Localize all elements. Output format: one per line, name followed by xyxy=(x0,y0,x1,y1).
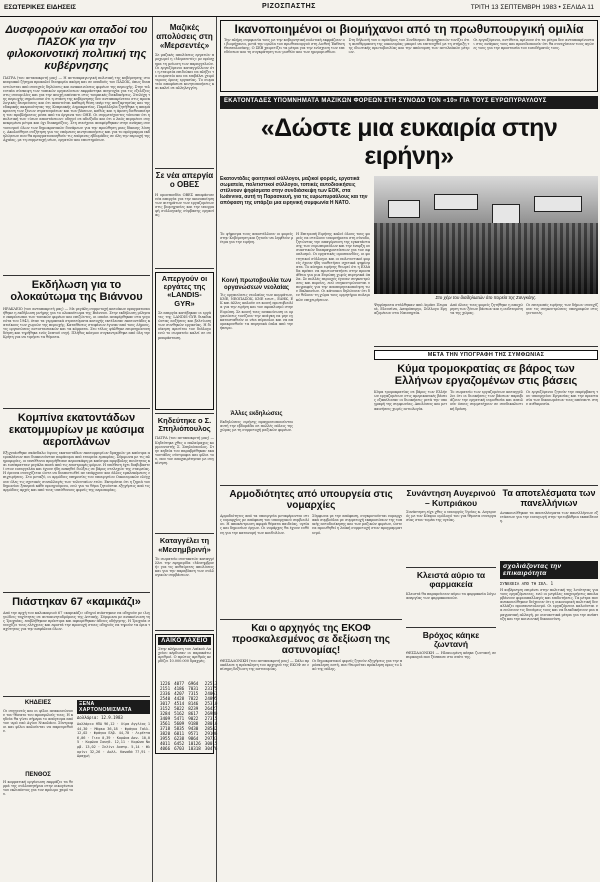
headline-industrialists: Ικανοποιημένοι οι βιομήχανοι από τη πρωθυπουργική ομιλία xyxy=(234,22,584,36)
lottery-cell: 4077 xyxy=(174,680,185,686)
headline-exams: Τα αποτελέσματα των πανελλήνιων xyxy=(502,488,596,509)
lottery-cell: 6011 xyxy=(174,730,185,736)
date-page: ΤΡΙΤΗ 13 ΣΕΠΤΕΜΒΡΗ 1983 • ΣΕΛΙΔΑ 11 xyxy=(470,4,594,11)
lottery-cell: 25310 xyxy=(204,700,218,706)
lottery-row xyxy=(158,746,219,751)
lottery-cell: 3561 xyxy=(160,720,171,726)
lottery-cell: 1226 xyxy=(160,680,171,686)
fx-title: ΞΕΝΑ ΧΑΡΤΟΝΟΜΙΣΜΑΤΑ xyxy=(77,700,150,714)
lottery-cell: 3284 xyxy=(160,710,171,716)
youth-initiative-title: Κοινή πρωτοβουλία των οργανώσεων νεολαίας xyxy=(221,278,292,291)
lottery-cell: 5471 xyxy=(174,715,185,721)
headline-fuel-scam: Κομπίνα εκατοντάδων εκατομμυρίων με καύσιμα αεροπλάνων xyxy=(8,411,145,448)
lottery-cell: 4514 xyxy=(174,700,185,706)
lottery-cell: 8239 xyxy=(188,705,199,711)
lottery-cell: 24061 xyxy=(204,690,218,696)
headline-ekof: Και ο αρχηγός της ΕΚΟΦ προσκαλεσμένος σε δεξίωση της αστυνομίας! xyxy=(232,623,390,657)
main-headline: «Δώστε μια ευκαιρία στην ειρήνη» xyxy=(260,114,558,170)
headline-pharmacies: Κλειστά αύριο τα φαρμακεία xyxy=(416,569,486,590)
column-continued: ΣΥΝΕΧΕΙΑ ΑΠΟ ΤΗ ΣΕΛ. 1 xyxy=(500,580,553,586)
headline-mercedes: Μαζικές απολύσεις στη «Μερσεντές» xyxy=(156,23,213,50)
lottery-cell: 10126 xyxy=(188,740,201,746)
headline-landis: Απεργούν οι εργάτες της «LANDIS-GYR» xyxy=(161,273,208,308)
fx-date: Δολλάρια: 12.9.1983 xyxy=(77,714,123,720)
headline-burned: Βρόχος κάηκε ζωντανή xyxy=(422,629,480,649)
lottery-cell: 4066 xyxy=(160,745,171,751)
lottery-cell: 7031 xyxy=(188,685,199,691)
lottery-cell: 10318 xyxy=(188,745,201,751)
page-header xyxy=(0,0,600,17)
lottery-cell: 9430 xyxy=(188,725,199,731)
headline-prefectures: Αρμοδιότητες από υπουργεία στις νομαρχίες xyxy=(229,489,393,512)
lottery-table xyxy=(158,681,219,751)
body-text: ΠΑΤΡΑ (του ανταποκριτή μας) — Η αντιπαραγωγική πολιτική της κυβέρνησης στο κυπριακό ζήτημα προκαλεί δυσφορία ακόμη και σε οπαδούς του ΠΑΣΟΚ, όπως διαπιστώνεται από συνεχείς δηλώσεις και ανακοινώσεις φορέων της περιοχής. Στην τελευταία σύσκεψη των τοπικών οργανώσεων εκφράστηκε ανησυχία για τις εξελίξεις στις συνομιλίες και για την ανοχή απέναντι στις τουρκικές διεκδικήσεις. Στελέχη της περιοχής σημείωσαν ότι η στάση της κυβέρνησης δεν ανταποκρίνεται στις προεκλογικές δεσμεύσεις και ότι απαιτείται καθαρή θέση υπέρ της ανεξαρτησίας και της εδαφικής ακεραιότητας της Κυπριακής Δημοκρατίας. Παράλληλα ζητήθηκε η απομάκρυνση των ξένων στρατευμάτων και των βάσεων, καθώς και η άμεση διεθνοποίηση του προβλήματος μέσα από τα όργανα του ΟΗΕ. Οι συμμετέχοντες τόνισαν ότι η πολιτική των «ίσων αποστάσεων» οδηγεί σε αδιέξοδο και ότι ο λαός περιμένει συγκεκριμένα μέτρα και όχι διακηρύξεις. Στη συνέχεια αναφέρθηκαν στην ανάγκη συντονισμού όλων των δημοκρατικών δυνάμεων για την προώθηση μιας δίκαιης λύσης. Ακολούθησε συζήτηση για τις επόμενες κινητοποιήσεις και για το πρόγραμμα εκδηλώσεων που θα πραγματοποιηθούν τις επόμενες εβδομάδες σε όλη την περιοχή της Αχαΐας, με τη συμμετοχή νέων, εργατών και επιστημόνων. xyxy=(3,76,150,142)
lottery-cell: 2540 xyxy=(160,695,171,701)
lottery-cell: 5835 xyxy=(174,725,185,731)
center-column: Μαζικές απολύσεις στη «Μερσεντές» Σε μαζικές απολύσεις εργατών προχωρεί η «Μερσεντές» με πρόσχημα τη μείωση των παραγγελιών. Οι εργαζόμενοι καταγγέλλουν ότι η εταιρεία επιδιώκει να πλήξει το σωματείο και να επιβάλει χειρότερους όρους εργασίας. Το σωματείο αποφάσισε κινητοποιήσεις και καλεί σε αλληλεγγύη. Σε νέα απεργία ο ΟΒΕΣ Η ομοσπονδία ΟΒΕΣ αποφάσισε νέα απεργία για την ικανοποίηση των αιτημάτων των εργαζομένων στις βιομηχανίες και την υπογραφή συλλογικής σύμβασης εργασίας. Απεργούν οι εργάτες της «LANDIS-GYR» Σε απεργία κατέβηκαν οι εργάτες της LANDIS-GYR διεκδικώντας αυξήσεις και βελτίωση των συνθηκών εργασίας. Η διοίκηση αρνείται τον διάλογο ενώ το σωματείο καλεί σε συμπαράσταση. Κηδεύτηκε ο Σ. Σπηλιόπουλος ΠΑΤΡΑ (του ανταποκριτή μας) — Κηδεύτηκε χθες ο παλαίμαχος κομμουνιστής Σ. Σπηλιόπουλος. Στην κηδεία του παραβρέθηκαν εκατοντάδες σύντροφοι και φίλοι του, που τον αποχαιρέτησαν με συγκίνηση. Καταγγέλει τη «Μεσημβρινή» Το σωματείο συντακτών καταγγέλλει την εφημερίδα «Μεσημβρινή» για τις αυθαίρετες απολύσεις και για την παραβίαση των συλλογικών συμβάσεων. ΛΑΪΚΟ ΛΑΧΕΙΟ Στην κλήρωση του Λαϊκού Λαχείου κέρδισαν οι παρακάτω αριθμοί. Ο πρώτος αριθμός κερδίζει 10.000.000 δραχμές. 1226 4077 6964 22513 2151 4186 7031 23175 2336 4207 7315 24061 2540 4428 7822 24895 3017 4514 8146 25310 3152 5022 8239 26427 3284 5162 8617 26980 3409 5471 9022 27315 3561 5609 9188 28016 3718 5835 9430 28542 3820 6011 9571 29106 3955 6238 9864 29733 4011 6452 10126 30015 4066 6703 10318 30476 xyxy=(155,20,214,880)
lottery-cell: 3820 xyxy=(160,730,171,736)
agreement-headline: Κύμα τρομοκρατίας σε βάρος των Ελλήνων εργαζομένων στις βάσεις xyxy=(394,363,578,388)
lottery-box: ΛΑΪΚΟ ΛΑΧΕΙΟ Στην κλήρωση του Λαϊκού Λαχείου κέρδισαν οι παρακάτω αριθμοί. Ο πρώτος αριθμός κερδίζει 10.000.000 δραχμές. 1226 4077 6964 22513 2151 4186 7031 23175 2336 4207 7315 24061 2540 4428 7822 24895 3017 4514 8146 25310 3152 5022 8239 26427 3284 5162 8617 26980 3409 5471 9022 27315 3561 5609 9188 28016 3718 5835 9430 28542 3820 6011 9571 29106 3955 6238 9864 29733 4011 6452 10126 30015 4066 6703 10318 30476 xyxy=(155,634,214,754)
headline-avgerinos: Συνάντηση Αυγερινού – Κυπριάκου xyxy=(406,488,496,508)
demonstration-photo xyxy=(374,176,598,294)
lottery-cell: 9864 xyxy=(188,735,199,741)
lottery-cell: 7315 xyxy=(188,690,199,696)
lottery-cell: 22513 xyxy=(204,680,218,686)
photo-caption: Στο χέρι του διαδηλωτών ότο πορεία της Σανγκάης. xyxy=(435,295,537,300)
lottery-cell: 2151 xyxy=(160,685,171,691)
right-area: Ικανοποιημένοι οι βιομήχανοι από τη πρωθυπουργική ομιλία Την πλήρη συμφωνία τους με την κυβερνητική πολιτική εκφράζουν οι βιομήχανοι, μετά την ομιλία του πρωθυπουργού στη Διεθνή Έκθεση Θεσσαλονίκης. Ο ΣΕΒ χαιρετίζει τα μέτρα για την ενίσχυση των επενδύσεων και τη συγκράτηση των μισθών και των ημερομισθίων. Στη δήλωσή του ο πρόεδρος του Συνδέσμου Βιομηχανιών τονίζει ότι η αναθέρμανση της οικονομίας μπορεί να επιτευχθεί με τη στήριξη της ιδιωτικής πρωτοβουλίας και την απόσυρση των αντιλαϊκών μέτρων. Οι εργαζόμενοι, αντίθετα, κρίνουν ότι τα μέτρα δεν ανταποκρίνονται στις ανάγκες τους και προειδοποιούν ότι θα συνεχίσουν τους αγώνες τους για την προστασία του εισοδήματός τους. ΕΚΑΤΟΝΤΑΔΕΣ ΥΠΟΜΝΗΜΑΤΑ ΜΑΖΙΚΩΝ ΦΟΡΕΩΝ ΣΤΗ ΣΥΝΟΔΟ ΤΟΝ «10» ΓΙΑ ΤΟΥΣ ΕΥΡΩΠΥΡΑΥΛΟΥΣ «Δώστε μια ευκαιρία στην ειρήνη» Εκατοντάδες φοιτητικοί σύλλογοι, μαζικοί φορείς, εργατικά σωματεία, πολιτιστικοί σύλλογοι, τοπικές αυτοδιοικήσεις στέλνουν ψηφίσματα στην συνδιάσκεψη των ΕΟΚ, στα Ιωάννινα, αυτή τη Παρασκευή, για τις ευρωπυραύλους και την απόφαση της υπάρξει μια ειρηνική συμφωνία Η ΝΑΤΟ. Το ψήφισμα τους αποστέλλουν οι φορείς στην Κυβέρνηση και ζητούν να ληφθούν μέτρα για την ειρήνη. Κοινή πρωτοβουλία των οργανώσεων νεολαίας Τις οργανώσεις νεολαίας των κομμάτων, ΚΝΕ, ΝΕΟΠΑΣΟΚ, ΚΝΕ εσωτ., ΕΔΗΚ, ΕΚ και άλλες καλούν σε κοινή πρωτοβουλία για την ειρήνη και τον αφοπλισμό στην Ευρώπη. Σε κοινή τους ανακοίνωση οι οργανώσεις τονίζουν την ανάγκη να μην εγκατασταθούν οι νέοι πύραυλοι και να απομακρυνθούν τα πυρηνικά όπλα από την ήπειρο. Άλλες εκδηλώσεις Εκδηλώσεις ειρήνης πραγματοποιούνται αυτή την εβδομάδα σε πολλές πόλεις της χώρας με τη συμμετοχή μαζικών φορέων. Η Επιτροπή Ειρήνης καλεί όλους τους φορείς να στείλουν υπομνήματα στη σύνοδο, ζητώντας την απαγόρευση της εγκατάστασης των ευρωπυραύλων και την έναρξη ουσιαστικών διαπραγματεύσεων για τον αφοπλισμό. Οι εργατικές ομοσπονδίες, οι φοιτητικοί σύλλογοι και οι πολιτιστικοί φορείς έχουν ήδη υιοθετήσει σχετικά ψηφίσματα. Το κίνημα ειρήνης θεωρεί ότι η Ελλάδα πρέπει να πρωτοστατήσει στην προσπάθεια για μια Ευρώπη χωρίς πυρηνικά όπλα. Σε πολλές περιοχές έγιναν συγκεντρώσεις και πορείες, ενώ συγκεντρώνονται υπογραφές για την αποπυρηνικοποίηση των Βαλκανίων. Οι κάτοικοι δηλώνουν ότι δεν θέλουν τη χώρα τους ορμητήριο πολεμικών επιχειρήσεων. Στο χέρι του διαδηλωτών ότο πορεία της Σανγκάης. Ψηφίσματα στάλθηκαν από Λιμάνι Πειραιά, Ελευσίνα, Ασπρόπυργο, Σύλλογο Εργαζομένων στα Ναυπηγεία. Από όλους τους φορείς ζητήθηκε η αποχώρηση των ξένων βάσεων και η ουδετερότητα της χώρας. Οι επιτροπές ειρήνης των δήμων συνεχίζουν τις συγκεντρώσεις υπογραφών στις γειτονιές. ΜΕΤΑ ΤΗΝ ΥΠΟΓΡΑΦΗ ΤΗΣ ΣΥΜΦΩΝΙΑΣ Κύμα τρομοκρατίας σε βάρος των Ελλήνων εργαζομένων στις βάσεις Κύμα τρομοκρατίας σε βάρος των Ελλήνων εργαζομένων στις αμερικανικές βάσεις εξαπέλυσαν οι διοικήσεις μετά την υπογραφή της συμφωνίας. Απολύσεις και μετακινήσεις χωρίς αιτιολογία. Το σωματείο των εργαζομένων καταγγέλλει ότι οι διοικήσεις των βάσεων παραβιάζουν την εργατική νομοθεσία και απειλούν όσους συμμετέχουν σε συνδικαλιστική δράση. Οι εργαζόμενοι ζητούν την παρέμβαση του υπουργείου Εργασίας και την προστασία των δικαιωμάτων τους απέναντι στην αυθαιρεσία. Αρμοδιότητες από υπουργεία στις νομαρχίες Αρμοδιότητες από τα υπουργεία μεταφέρονται στις νομαρχίες με απόφαση του υπουργικού συμβουλίου. Η αποκέντρωση αφορά θέματα παιδείας, υγείας και δημοσίων έργων. Οι νομάρχες θα έχουν ευθύνη για την κατανομή των κονδυλίων. Σύμφωνα με την απόφαση, συγκροτούνται νομαρχιακά συμβούλια με συμμετοχή εκπροσώπων της τοπικής αυτοδιοίκησης και των μαζικών φορέων, ώστε να προωθηθεί η λαϊκή συμμετοχή στον προγραμματισμό. Και ο αρχηγός της ΕΚΟΦ προσκαλεσμένος σε δεξίωση της αστυνομίας! ΘΕΣΣΑΛΟΝΙΚΗ (του ανταποκριτή μας) — Σάλο προκάλεσε η πρόσκληση του αρχηγού της ΕΚΟΦ σε επίσημη δεξίωση της αστυνομίας. Οι δημοκρατικοί φορείς ζητούν εξηγήσεις για την πρόσκληση αυτή, που θεωρείται πρόκληση προς το λαό της πόλης. Συνάντηση Αυγερινού – Κυπριάκου Συνάντηση είχε χθες ο υπουργός Υγείας κ. Αυγερινός με τον Κύπριο ομόλογό του για θέματα συνεργασίας στον τομέα της υγείας. Κλειστά αύριο τα φαρμακεία Κλειστά θα παραμείνουν αύριο τα φαρμακεία λόγω απεργίας των φαρμακοποιών. Βρόχος κάηκε ζωντανή ΘΕΣΣΑΛΟΝΙΚΗ — Ηλικιωμένη κάηκε ζωντανή σε πυρκαγιά που ξέσπασε στο σπίτι της. Τα αποτελέσματα των πανελλήνιων Ανακοινώθηκαν τα αποτελέσματα των πανελλήνιων εξετάσεων για την εισαγωγή στην τριτοβάθμια εκπαίδευση. σχολιάζοντας την επικαιρότητα ΣΥΝΕΧΕΙΑ ΑΠΟ ΤΗ ΣΕΛ. 1 Η κυβέρνηση επιμένει στην πολιτική της λιτότητας για τους εργαζόμενους, ενώ οι μεγάλες επιχειρήσεις απολαμβάνουν φοροαπαλλαγές και επιδοτήσεις. Τα μέτρα που ανακοινώθηκαν δείχνουν ότι η οικονομική πολιτική δεν αλλάζει προσανατολισμό. Οι εργαζόμενοι καλούνται να ενώσουν τις δυνάμεις τους και να διεκδικήσουν μια πραγματική αλλαγή, με ουσιαστικά μέτρα για την ανάπτυξη και την κοινωνική δικαιοσύνη. xyxy=(220,22,598,672)
notices-title: ΚΗΔΕΙΕΣ xyxy=(24,699,52,706)
column-rule xyxy=(216,17,217,882)
lottery-cell: 9571 xyxy=(188,730,199,736)
body-text: ΗΡΑΚΛΕΙΟ (του ανταποκριτή μας) — Με μεγάλη συμμετοχή κατοίκων πραγματοποιήθηκε η εκδήλωση μνήμης για το ολοκαύτωμα της Βιάννου. Στην εκδήλωση μίλησαν εκπρόσωποι των τοπικών φορέων και επιζώντες, οι οποίοι αναφέρθηκαν στα γεγονότα του 1943, όταν τα γερμανικά στρατεύματα κατοχής εκτέλεσαν εκατοντάδες κατοίκους των χωριών της περιοχής. Καταθέσεις στεφάνων έγιναν από τους Δήμους, τις οργανώσεις αντιστασιακών και τα κόμματα. Στο τέλος ψάλθηκε επιμνημόσυνη δέηση και τηρήθηκε ενός λεπτού σιγή. Πλήθος κόσμου συγκεντρώθηκε από όλη την Κρήτη για να τιμήσει τα θύματα. xyxy=(3,306,150,340)
column-banner: σχολιάζοντας την επικαιρότητα xyxy=(500,561,598,579)
headline-pasok: Δυσφορούν και οπαδοί του ΠΑΣΟΚ για την φιλοκοινοτική πολιτική της κυβέρνησης xyxy=(5,24,148,73)
headline-funeral: Κηδεύτηκε ο Σ. Σπηλιόπουλος xyxy=(157,415,212,434)
main-lead: Εκατοντάδες φοιτητικοί σύλλογοι, μαζικοί φορείς, εργατικά σωματεία, πολιτιστικοί σύλλογοι, τοπικές αυτοδιοικήσεις στέλνουν ψηφίσματα στην συνδιάσκεψη των ΕΟΚ, στα Ιωάννινα, αυτή τη Παρασκευή, για τις ευρωπυραύλους και την απόφαση της υπάρξει μια ειρηνική συμφωνία Η ΝΑΤΟ. xyxy=(220,176,368,206)
lottery-cell: 9022 xyxy=(188,715,199,721)
lottery-cell: 28016 xyxy=(204,720,218,726)
lottery-cell: 9188 xyxy=(188,720,199,726)
lottery-cell: 3718 xyxy=(160,725,171,731)
agreement-kicker: ΜΕΤΑ ΤΗΝ ΥΠΟΓΡΑΦΗ ΤΗΣ ΣΥΜΦΩΝΙΑΣ xyxy=(374,350,598,360)
section-label: ΕΣΩΤΕΡΙΚΕΣ ΕΙΔΗΣΕΙΣ xyxy=(4,4,77,11)
lottery-cell: 6452 xyxy=(174,740,185,746)
lottery-cell: 4011 xyxy=(160,740,171,746)
headline-viannos: Εκδήλωση για το ολοκαύτωμα της Βιάννου xyxy=(10,279,143,304)
lottery-cell: 3409 xyxy=(160,715,171,721)
lottery-cell: 8617 xyxy=(188,710,199,716)
lottery-cell: 3017 xyxy=(160,700,171,706)
lottery-cell: 3955 xyxy=(160,735,171,741)
lottery-cell: 30476 xyxy=(204,745,218,751)
lottery-cell: 4428 xyxy=(174,695,185,701)
landis-box: Απεργούν οι εργάτες της «LANDIS-GYR» Σε απεργία κατέβηκαν οι εργάτες της LANDIS-GYR διεκδικώντας αυξήσεις και βελτίωση των συνθηκών εργασίας. Η διοίκηση αρνείται τον διάλογο ενώ το σωματείο καλεί σε συμπαράσταση. xyxy=(155,272,214,410)
fx-table: ΞΕΝΑ ΧΑΡΤΟΝΟΜΙΣΜΑΤΑ Δολλάρια: 12.9.1983 Δολλάριο ΗΠΑ 96,12 · Λίρα Αγγλίας 144,30 · Μάρκο 36,18 · Φράγκο Γαλλ. 12,02 · Φράγκο Ελβ. 44,70 · Λιρέττα 6,06 · Γιεν 0,39 · Κορώνα Δαν. 10,05 · Κορώνα Σουηδ. 12,11 · Κορώνα Νορβ. 13,02 · Σελίνι Αυστρ. 5,14 · Φλορίνι 32,26 · Δολλ. Καναδά 77,91 · Δραχμή xyxy=(77,700,150,759)
missiles-banner: ΕΚΑΤΟΝΤΑΔΕΣ ΥΠΟΜΝΗΜΑΤΑ ΜΑΖΙΚΩΝ ΦΟΡΕΩΝ ΣΤΗ ΣΥΝΟΔΟ ΤΟΝ «10» ΓΙΑ ΤΟΥΣ ΕΥΡΩΠΥΡΑΥΛΟΥΣ xyxy=(220,96,598,109)
mourning-title: ΠΕΝΘΟΣ xyxy=(25,771,51,778)
lottery-cell: 4207 xyxy=(174,690,185,696)
lottery-cell: 23175 xyxy=(204,685,218,691)
headline-mesimvrini: Καταγγέλει τη «Μεσημβρινή» xyxy=(158,536,211,554)
lottery-cell: 24895 xyxy=(204,695,218,701)
lottery-cell: 5022 xyxy=(174,705,185,711)
lottery-cell: 6703 xyxy=(174,745,185,751)
body-text: Από την αρχή του καλοκαιριού 67 «καμικάζι» οδηγοί πιάστηκαν να οδηγούν με ιλιγγιώδεις ταχύτητες σε αυτοκινητοδρόμους της Αττικής. Σύμφωνα με ανακοίνωση της Τροχαίας, επιβλήθηκαν πρόστιμα και αφαιρέθηκαν άδειες οδήγησης. Η Τροχαία συνεχίζει τους ελέγχους και εφιστά την προσοχή στους οδηγούς να τηρούν τα όρια ταχύτητας για την ασφάλεια όλων. xyxy=(3,610,150,632)
notices-block: ΚΗΔΕΙΕΣ Οι συγγενείς και οι φίλοι ανακοινώνουν τον θάνατο του προσφιλούς τους. Η κηδεία θα γίνει σήμερα το απόγευμα από τον ιερό ναό Αγίου Νικολάου. Σύντροφοι και φίλοι καλούνται να παρευρεθούν. ΠΕΝΘΟΣ Η κομματική οργάνωση εκφράζει τα θερμά της συλλυπητήρια στην οικογένεια του εκλιπόντος για τον πρόωρο χαμό του. xyxy=(3,699,73,797)
top-story-box: Ικανοποιημένοι οι βιομήχανοι από τη πρωθυπουργική ομιλία Την πλήρη συμφωνία τους με την κυβερνητική πολιτική εκφράζουν οι βιομήχανοι, μετά την ομιλία του πρωθυπουργού στη Διεθνή Έκθεση Θεσσαλονίκης. Ο ΣΕΒ χαιρετίζει τα μέτρα για την ενίσχυση των επενδύσεων και τη συγκράτηση των μισθών και των ημερομισθίων. Στη δήλωσή του ο πρόεδρος του Συνδέσμου Βιομηχανιών τονίζει ότι η αναθέρμανση της οικονομίας μπορεί να επιτευχθεί με τη στήριξη της ιδιωτικής πρωτοβουλίας και την απόσυρση των αντιλαϊκών μέτρων. Οι εργαζόμενοι, αντίθετα, κρίνουν ότι τα μέτρα δεν ανταποκρίνονται στις ανάγκες τους και προειδοποιούν ότι θα συνεχίσουν τους αγώνες τους για την προστασία του εισοδήματός τους. xyxy=(220,20,598,92)
lottery-cell: 5162 xyxy=(174,710,185,716)
lottery-cell: 3152 xyxy=(160,705,171,711)
lottery-cell: 8146 xyxy=(188,700,199,706)
lottery-cell: 26980 xyxy=(204,710,218,716)
lottery-cell: 2336 xyxy=(160,690,171,696)
headline-kamikazi: Πιάστηκαν 67 «καμικάζι» xyxy=(12,595,141,608)
lottery-cell: 5609 xyxy=(174,720,185,726)
body-text: Εξιχνιάσθηκε σκάνδαλο ύψους εκατοντάδων εκατομμυρίων δραχμών με καύσιμα αεροπλάνων που διακινούνταν παράνομα από εταιρεία εμπορίας. Σύμφωνα με τις πληροφορίες, οι υπεύθυνοι προμήθευαν αεροσκάφη με καύσιμα αμφίβολης ποιότητας και εισέπρατταν μεγάλα ποσά από τις επιστροφές φόρων. Η υπόθεση έχει διαβιβαστεί στον εισαγγελέα και έχουν ήδη ασκηθεί διώξεις σε βάρος στελεχών της εταιρείας. Η έρευνα συνεχίζεται ώστε να διαπιστωθεί αν υπάρχουν και άλλες εμπλεκόμενες επιχειρήσεις. Στο μεταξύ, οι αρμόδιες υπηρεσίες του υπουργείου Οικονομικών ελέγχουν όλες τις σχετικές συναλλαγές των τελευταίων ετών. Εκτιμάται ότι η ζημιά του δημοσίου ξεπερνά κάθε προηγούμενο, ενώ για το θέμα ζητούνται εξηγήσεις από τις αρμόδιες αρχές και από τους υπεύθυνους φορείς της αεροπορίας. xyxy=(3,450,150,492)
headline-obes: Σε νέα απεργία ο ΟΒΕΣ xyxy=(155,171,214,190)
left-column xyxy=(3,20,150,880)
masthead: ΡΙΖΟΣΠΑΣΤΗΣ xyxy=(262,3,316,10)
lottery-cell: 27315 xyxy=(204,715,218,721)
lottery-cell: 6964 xyxy=(188,680,199,686)
column-rule xyxy=(152,17,153,882)
lottery-cell: 29106 xyxy=(204,730,218,736)
lottery-cell: 26427 xyxy=(204,705,218,711)
lottery-cell: 4186 xyxy=(174,685,185,691)
lottery-cell: 28542 xyxy=(204,725,218,731)
lottery-cell: 7822 xyxy=(188,695,199,701)
other-events-title: Άλλες εκδηλώσεις xyxy=(230,411,283,418)
lottery-cell: 30015 xyxy=(204,740,218,746)
lottery-cell: 29733 xyxy=(204,735,218,741)
lottery-title: ΛΑΪΚΟ ΛΑΧΕΙΟ xyxy=(158,637,211,645)
lottery-cell: 6238 xyxy=(174,735,185,741)
